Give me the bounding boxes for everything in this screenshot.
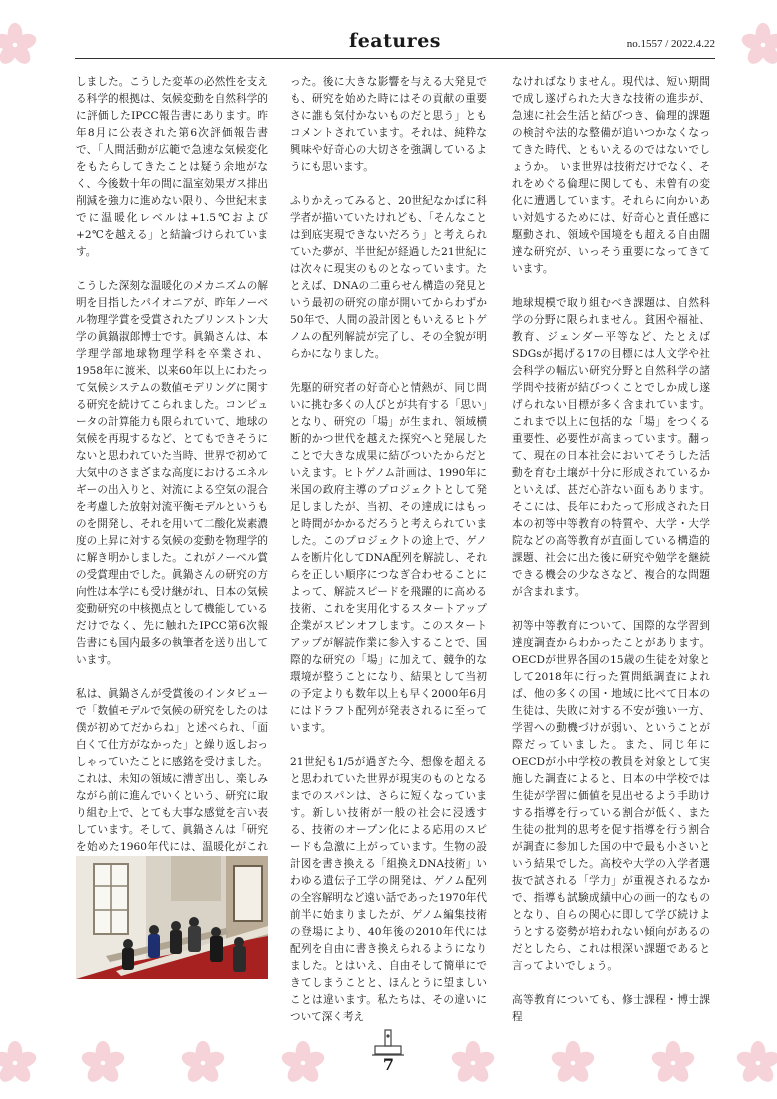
cherry-blossom-icon: [740, 22, 777, 68]
paragraph: 21世紀も1/5が過ぎた今、想像を超えると思われていた世界が現実のものとなるまでのスパンは、さらに短くなっています。新しい技術が一般の社会に浸透する、技術のオープン化による応用のスピードも急激に上がっています。生物の設計図を書き換える「組換えDNA技術」いわゆる遺伝子工学の開発は、ゲノム配列の全容解明など遠い話であった1970年代前半に始まりましたが、ゲノム編集技術の登場により、40年後の2010年代には配列を自由に書き換えられるようになりました。とはいえ、自由そして簡単にできてしまうことと、ほんとうに望ましいことは違います。私たちは、その違いについて深く考え: [290, 756, 487, 1023]
clock-tower-logo-icon: [372, 1028, 404, 1058]
paragraph: 初等中等教育について、国際的な学習到達度調査からわかったことがあります。OECDが世界各国の15歳の生徒を対象として2018年に行った質問紙調査によれば、他の多くの国・地域に比べて日本の生徒は、失敗に対する不安が強い一方、学習への動機づけが弱い、ということが際だっていました。また、同じ年にOECDが小中学校の教員を対象として実施した調査によると、日本の中学校では生徒が学習に価値を見出せるよう手助けする指導を行っている割合が低く、また生徒の批判的思考を促す指導を行う割合が調査に参加した国の中で最も小さいという結果でした。高校や大学の入学者選抜で試される「学力」が重視されるなかで、指導も試験成績中心の画一的なものとなり、自らの関心に即して学び続けようとする姿勢が培われない傾向があるのだとしたら、これは根深い課題であると言ってよいでしょう。: [512, 620, 710, 972]
issue-info: no.1557 / 2022.4.22: [626, 38, 715, 50]
paragraph: しました。こうした変革の必然性を支える科学的根拠は、気候変動を自然科学的に評価したIPCC報告書にあります。昨年8月に公表された第6次評価報告書で、「人間活動が広範で急速な気候変化をもたらしてきたことは疑う余地がなく、今後数十年の間に温室効果ガス排出削減を強力に進めない限り、今世紀末までに温暖化レベルは+1.5℃および+2℃を越える」と結論づけられています。: [76, 76, 268, 258]
paragraph: 先駆的研究者の好奇心と情熱が、同じ問いに挑む多くの人びとが共有する「思い」となり、研究の「場」が生まれ、領域横断的かつ世代を越えた探究へと発展したことで大きな成果に結びついたからだといえます。ヒトゲノム計画は、1990年に米国の政府主導のプロジェクトとして発足しましたが、当初、その達成にはもっと時間がかかるだろうと考えられていました。このプロジェクトの途上で、ゲノムを断片化してDNA配列を解読し、それらを正しい順序につなぎ合わせることによって、解読スピードを飛躍的に高める技術、これを実用化するスタートアップ企業がスピンオフします。このスタートアップが解読作業に参入することで、国際的な研究の「場」に加えて、競争的な環境が整うことになり、結果として当初の予定よりも数年以上も早く2000年6月にはドラフト配列が発表されるに至っています。: [290, 382, 487, 734]
paragraph: 高等教育についても、修士課程・博士課程: [512, 994, 710, 1023]
page-number: 7: [382, 1055, 395, 1074]
section-title: features: [349, 30, 441, 52]
column-2: [290, 74, 487, 1043]
paragraph: なければなりません。現代は、短い期間で成し遂げられた大きな技術の進歩が、急速に社会生活と結びつき、倫理的課題の検討や法的な整備が追いつかなくなってきた時代、ともいえるのではないでしょうか。 いま世界は技術だけでなく、それをめぐる倫理に関しても、未曾有の変化に遭遇しています。それらに向かいあい対処するためには、好奇心と責任感に駆動され、領域や国境をも超える自由闊達な研究が、いっそう重要になってきています。: [512, 76, 710, 275]
photo-graduation-ceremony: [76, 856, 268, 979]
column-1: [76, 74, 268, 907]
page-header: [75, 18, 715, 59]
paragraph: ふりかえってみると、20世紀なかばに科学者が描いていたけれども、「そんなことは到底実現できないだろう」と考えられていた夢が、半世紀が経過した21世紀には次々に現実のものとなっています。たとえば、DNAの二重らせん構造の発見という最初の研究の扉が開いてからわずか50年で、人間の設計図ともいえるヒトゲノムの配列解読が完了し、その全貌が明らかになりました。: [290, 195, 487, 360]
paragraph: 地球規模で取り組むべき課題は、自然科学の分野に限られません。貧困や福祉、教育、ジェンダー平等など、たとえばSDGsが掲げる17の目標には人文学や社会科学の幅広い研究分野と自然科学の諸学問や技術が結びつくことでしか成し遂げられない目標が多く含まれています。これまで以上に包括的な「場」をつくる重要性、必要性が高まっています。翻って、現在の日本社会においてそうした活動を育む土壌が十分に形成されているかといえば、甚だ心許ない面もあります。そこには、長年にわたって形成された日本の初等中等教育の特質や、大学・大学院などの高等教育が直面している構造的課題、社会に出た後に研究や勉学を継続できる機会の少なさなど、複合的な問題が含まれます。: [512, 297, 710, 598]
cherry-blossom-icon: [0, 22, 38, 68]
column-3: [512, 74, 710, 1043]
photo-image: [76, 856, 268, 979]
paragraph: った。後に大きな影響を与える大発見でも、研究を始めた時にはその貢献の重要さに誰も気付かないものだと思う」ともコメントされています。それは、純粋な興味や好奇心の大切さを強調しているようにも思います。: [290, 76, 487, 173]
paragraph: 私は、眞鍋さんが受賞後のインタビューで「数値モデルで気候の研究をしたのは僕が初めてだからね」と述べられ、「面白くて仕方がなかった」と繰り返しおっしゃっていたことに感銘を受けました。これは、未知の領域に漕ぎ出し、楽しみながら前に進んでいくという、研究に取り組む上で、とても大事な感覚を言い表しています。そして、眞鍋さんは「研究を始めた1960年代には、温暖化がこれ: [76, 688, 268, 853]
paragraph: こうした深刻な温暖化のメカニズムの解明を目指したパイオニアが、昨年ノーベル物理学賞を受賞されたプリンストン大学の眞鍋淑郎博士です。眞鍋さんは、本学理学部地球物理学科を卒業され、1958年に渡米、以来60年以上にわたって気候システムの数値モデリングに関する研究を続けてこられました。コンピュータの計算能力も限られていて、地球の気候を再現するなど、とてもできそうにないと思われていた当時、世界で初めて大気中のさまざまな高度におけるエネルギーの出入りと、対流による空気の混合を考慮した放射対流平衡モデルというものを開発し、それを用いて二酸化炭素濃度の上昇に対する気候の変動を物理学的に解き明かしました。これがノーベル賞の受賞理由でした。眞鍋さんの研究の方向性は本学にも受け継がれ、日本の気候変動研究の中核拠点として機能しているだけでなく、先に触れたIPCC第6次報告書にも国内最多の執筆者を送り出しています。: [76, 280, 268, 666]
